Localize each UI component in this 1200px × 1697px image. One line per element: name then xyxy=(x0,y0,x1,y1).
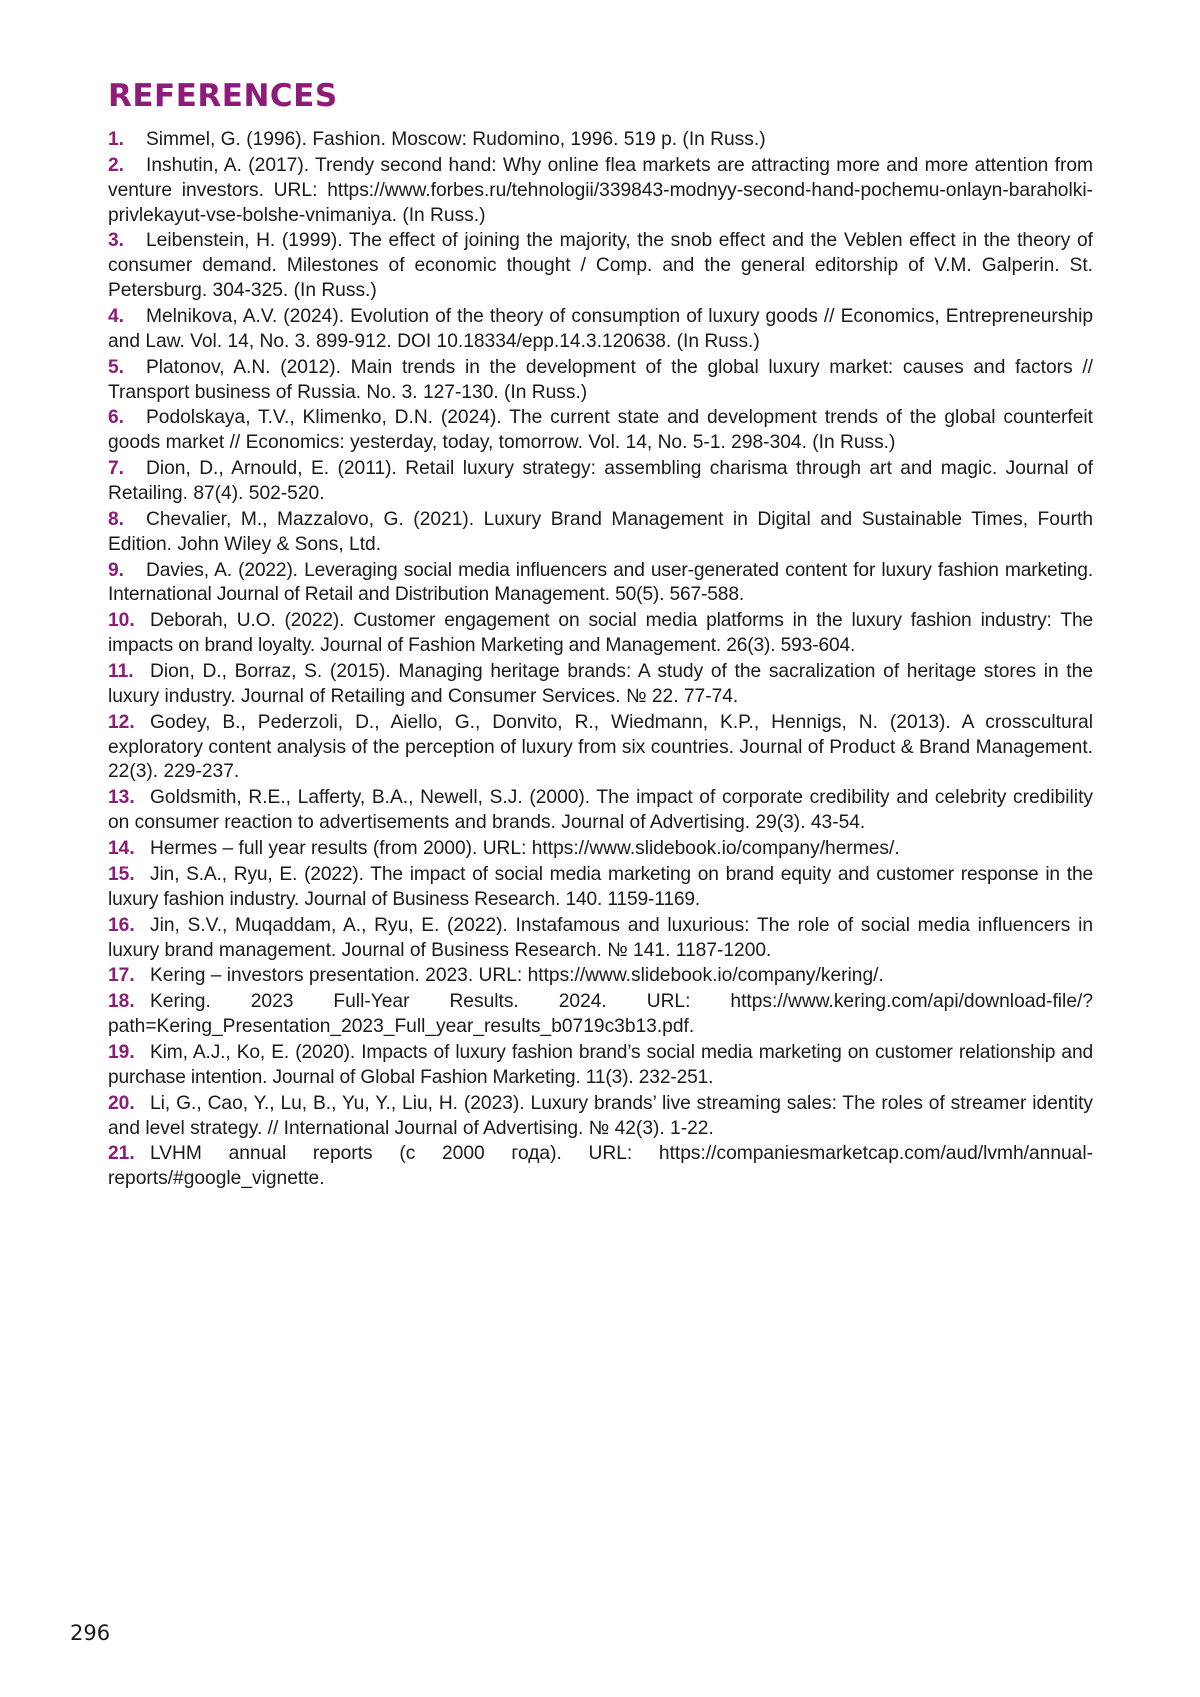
reference-text: Goldsmith, R.E., Lafferty, B.A., Newell, S.J. (2000). The impact of corporate credibility and celebrity credibility on consumer reaction to advertisements and brands. Journal of Advertising. 29(3). 43-54. xyxy=(108,787,1093,834)
reference-number: 1. xyxy=(108,129,125,150)
reference-text: Inshutin, A. (2017). Trendy second hand: Why online flea markets are attracting more and more attention from venture investors. URL: https://www.forbes.ru/tehnologii/339843-modnyy-second-hand-pochemu-onlayn-baraholki-privlekayut-vse-bolshe-vnimaniya. (In Russ.) xyxy=(108,154,1093,226)
page-title: REFERENCES xyxy=(108,78,338,114)
reference-number: 5. xyxy=(108,356,125,378)
reference-item xyxy=(108,964,1093,989)
reference-item xyxy=(108,356,1093,406)
reference-text: Dion, D., Arnould, E. (2011). Retail luxury strategy: assembling charisma through art and magic. Journal of Retailing. 87(4). 502-520. xyxy=(108,458,1093,505)
reference-text: Li, G., Cao, Y., Lu, B., Yu, Y., Liu, H. (2023). Luxury brands’ live streaming sales: The roles of streamer identity and level strategy. // International Journal of Advertising. № 42(3). 1-22. xyxy=(108,1092,1093,1139)
reference-item xyxy=(108,863,1093,913)
reference-number: 11. xyxy=(108,661,134,683)
reference-item xyxy=(108,508,1093,558)
reference-item xyxy=(108,1142,1093,1192)
reference-item xyxy=(108,914,1093,964)
reference-number: 18. xyxy=(108,991,135,1013)
reference-item xyxy=(108,837,1093,862)
reference-item xyxy=(108,406,1093,456)
reference-number: 19. xyxy=(108,1041,135,1063)
reference-number: 21. xyxy=(108,1143,135,1165)
reference-text: Jin, S.V., Muqaddam, A., Ryu, E. (2022). Instafamous and luxurious: The role of social media influencers in luxury brand management. Journal of Business Research. № 141. 1187-1200. xyxy=(108,914,1093,961)
reference-number: 12. xyxy=(108,711,135,733)
reference-number: 13. xyxy=(108,787,135,809)
reference-text: Jin, S.A., Ryu, E. (2022). The impact of social media marketing on brand equity and customer response in the luxury fashion industry. Journal of Business Research. 140. 1159-1169. xyxy=(108,863,1093,910)
reference-item xyxy=(108,457,1093,507)
reference-item xyxy=(108,711,1093,786)
reference-item xyxy=(108,609,1093,659)
reference-item xyxy=(108,990,1093,1040)
reference-number: 17. xyxy=(108,965,135,987)
reference-text: Dion, D., Borraz, S. (2015). Managing heritage brands: A study of the sacralization of heritage stores in the luxury industry. Journal of Retailing and Consumer Services. № 22. 77-74. xyxy=(108,661,1093,707)
reference-text: Platonov, A.N. (2012). Main trends in the development of the global luxury market: causes and factors // Transport business of Russia. No. 3. 127-130. (In Russ.) xyxy=(108,356,1093,403)
reference-number: 9. xyxy=(108,559,125,581)
reference-number: 15. xyxy=(108,863,135,885)
reference-text: Podolskaya, T.V., Klimenko, D.N. (2024). The current state and development trends of the global counterfeit goods market // Economics: yesterday, today, tomorrow. Vol. 14, No. 5-1. 298-304. (In Russ.) xyxy=(108,407,1093,454)
reference-text: Leibenstein, H. (1999). The effect of joining the majority, the snob effect and the Veblen effect in the theory of consumer demand. Milestones of economic thought / Comp. and the general editorship of V.M. Galperin. St. Petersburg. 304-325. (In Russ.) xyxy=(108,230,1093,302)
reference-item xyxy=(108,786,1093,836)
reference-text: Davies, A. (2022). Leveraging social media influencers and user-generated content for luxury fashion marketing. International Journal of Retail and Distribution Management. 50(5). 567-588. xyxy=(108,559,1093,606)
reference-text: Simmel, G. (1996). Fashion. Moscow: Rudomino, 1996. 519 p. (In Russ.) xyxy=(146,129,766,150)
reference-text: Melnikova, A.V. (2024). Evolution of the theory of consumption of luxury goods // Economics, Entrepreneurship and Law. Vol. 14, No. 3. 899-912. DOI 10.18334/epp.14.3.120638. (In Russ.) xyxy=(108,306,1093,352)
reference-item xyxy=(108,559,1093,609)
reference-number: 4. xyxy=(108,306,125,328)
reference-text: Deborah, U.O. (2022). Customer engagement on social media platforms in the luxury fashion industry: The impacts on brand loyalty. Journal of Fashion Marketing and Management. 26(3). 593-604. xyxy=(108,610,1093,657)
reference-text: Hermes – full year results (from 2000). URL: https://www.slidebook.io/company/hermes/. xyxy=(150,838,900,860)
page-number: 296 xyxy=(70,1621,111,1645)
reference-item xyxy=(108,154,1093,229)
reference-text: Godey, B., Pederzoli, D., Aiello, G., Donvito, R., Wiedmann, K.P., Hennigs, N. (2013). A crosscultural exploratory content analysis of the perception of luxury from six countries. Journal of Product & Brand Management. 22(3). 229-237. xyxy=(108,711,1093,783)
reference-number: 6. xyxy=(108,407,125,429)
reference-number: 16. xyxy=(108,914,135,936)
references-list xyxy=(108,128,1093,1192)
reference-text: Kering. 2023 Full-Year Results. 2024. URL: https://www.kering.com/api/download-file/?path=Kering_Presentation_2023_Full_year_results_b0719c3b13.pdf. xyxy=(108,991,1093,1038)
reference-number: 14. xyxy=(108,838,135,860)
reference-number: 10. xyxy=(108,610,135,632)
reference-number: 3. xyxy=(108,230,125,252)
reference-item xyxy=(108,660,1093,710)
reference-number: 2. xyxy=(108,154,125,176)
reference-text: Chevalier, M., Mazzalovo, G. (2021). Luxury Brand Management in Digital and Sustainable Times, Fourth Edition. John Wiley & Sons, Ltd. xyxy=(108,508,1093,555)
reference-text: Kim, A.J., Ko, E. (2020). Impacts of luxury fashion brand’s social media marketing on customer relationship and purchase intention. Journal of Global Fashion Marketing. 11(3). 232-251. xyxy=(108,1041,1093,1088)
reference-item xyxy=(108,1041,1093,1091)
reference-number: 8. xyxy=(108,508,125,530)
reference-item xyxy=(108,305,1093,355)
reference-text: Kering – investors presentation. 2023. URL: https://www.slidebook.io/company/kering/. xyxy=(150,965,884,987)
reference-item xyxy=(108,128,1093,153)
reference-number: 7. xyxy=(108,458,125,480)
reference-number: 20. xyxy=(108,1092,135,1114)
reference-item xyxy=(108,1092,1093,1142)
reference-text: LVHM annual reports (с 2000 года). URL: https://companiesmarketcap.com/aud/lvmh/annual-reports/#google_vignette. xyxy=(108,1143,1093,1190)
reference-item xyxy=(108,229,1093,304)
